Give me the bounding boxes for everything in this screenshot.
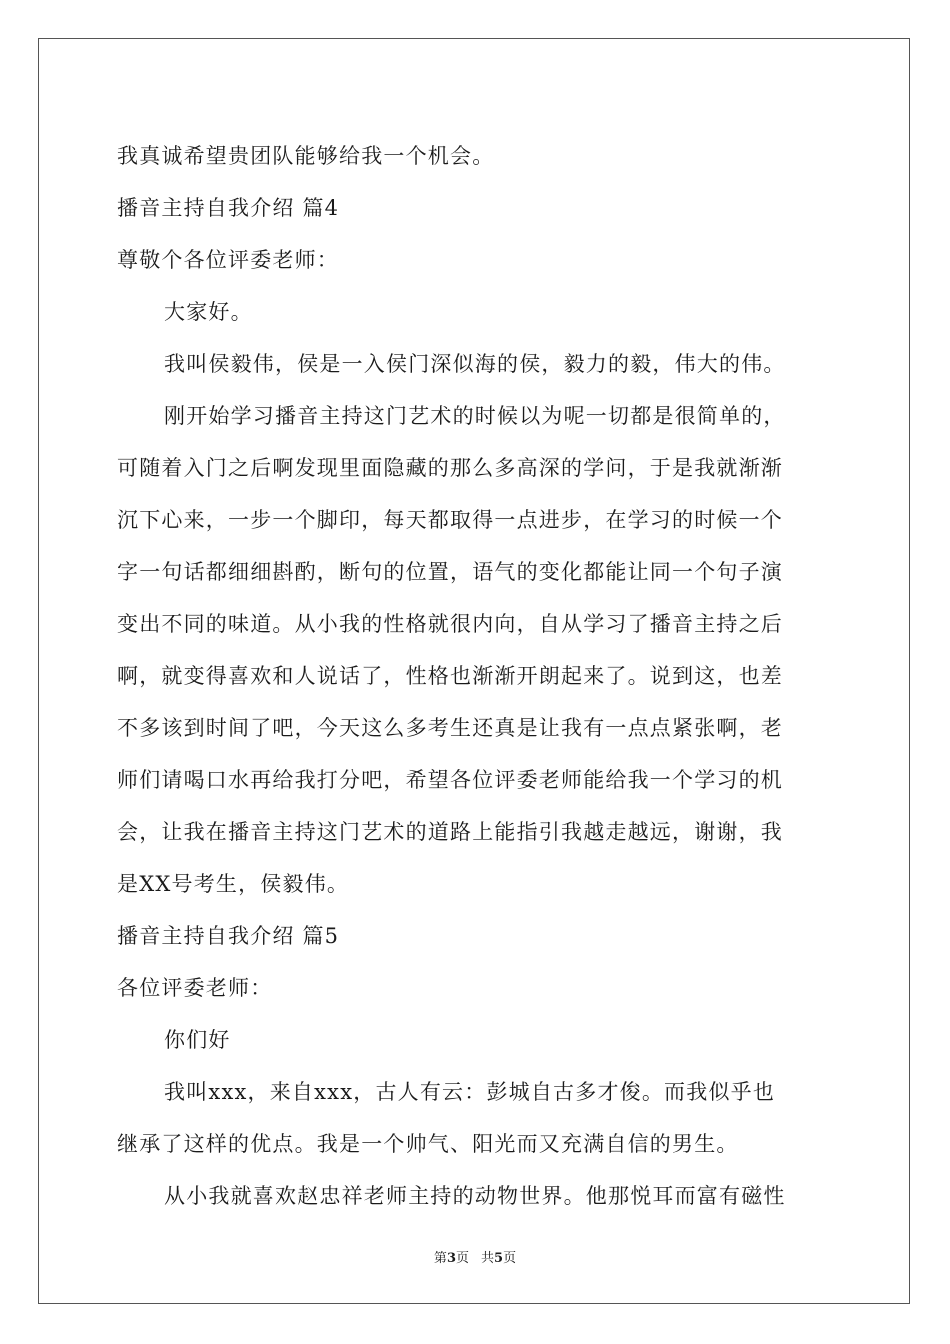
page-current: 3	[446, 1251, 456, 1266]
text-line: 啊，就变得喜欢和人说话了，性格也渐渐开朗起来了。说到这，也差	[117, 664, 783, 688]
greeting: 大家好。	[164, 300, 253, 324]
total-suffix: 页	[503, 1251, 517, 1266]
page-label-prefix: 第	[433, 1251, 447, 1266]
total-prefix: 共	[481, 1251, 495, 1266]
salutation: 各位评委老师：	[117, 976, 273, 1000]
text-line: 是XX号考生，侯毅伟。	[117, 872, 350, 896]
page-footer	[0, 1247, 950, 1266]
salutation: 尊敬个各位评委老师：	[117, 248, 339, 272]
page-label-suffix: 页	[455, 1251, 469, 1266]
document-body	[117, 130, 835, 1222]
text-line: 从小我就喜欢赵忠祥老师主持的动物世界。他那悦耳而富有磁性	[164, 1184, 786, 1208]
text-line: 师们请喝口水再给我打分吧，希望各位评委老师能给我一个学习的机	[117, 768, 783, 792]
text-line: 我真诚希望贵团队能够给我一个机会。	[117, 144, 495, 168]
text-line: 不多该到时间了吧，今天这么多考生还真是让我有一点点紧张啊，老	[117, 716, 783, 740]
text-line: 我叫侯毅伟，侯是一入侯门深似海的侯，毅力的毅，伟大的伟。	[164, 352, 786, 376]
text-line: 可随着入门之后啊发现里面隐藏的那么多高深的学问，于是我就渐渐	[117, 456, 783, 480]
text-line: 沉下心来，一步一个脚印，每天都取得一点进步，在学习的时候一个	[117, 508, 783, 532]
text-line: 刚开始学习播音主持这门艺术的时候以为呢一切都是很简单的，	[164, 404, 786, 428]
text-line: 会，让我在播音主持这门艺术的道路上能指引我越走越远，谢谢，我	[117, 820, 783, 844]
section-heading: 播音主持自我介绍 篇5	[117, 924, 340, 948]
page-total: 5	[494, 1251, 504, 1266]
text-line: 变出不同的味道。从小我的性格就很内向，自从学习了播音主持之后	[117, 612, 783, 636]
section-heading: 播音主持自我介绍 篇4	[117, 196, 340, 220]
text-line: 我叫xxx，来自xxx，古人有云：彭城自古多才俊。而我似乎也	[164, 1080, 776, 1104]
greeting: 你们好	[164, 1028, 231, 1052]
text-line: 继承了这样的优点。我是一个帅气、阳光而又充满自信的男生。	[117, 1132, 739, 1156]
text-line: 字一句话都细细斟酌，断句的位置，语气的变化都能让同一个句子演	[117, 560, 783, 584]
